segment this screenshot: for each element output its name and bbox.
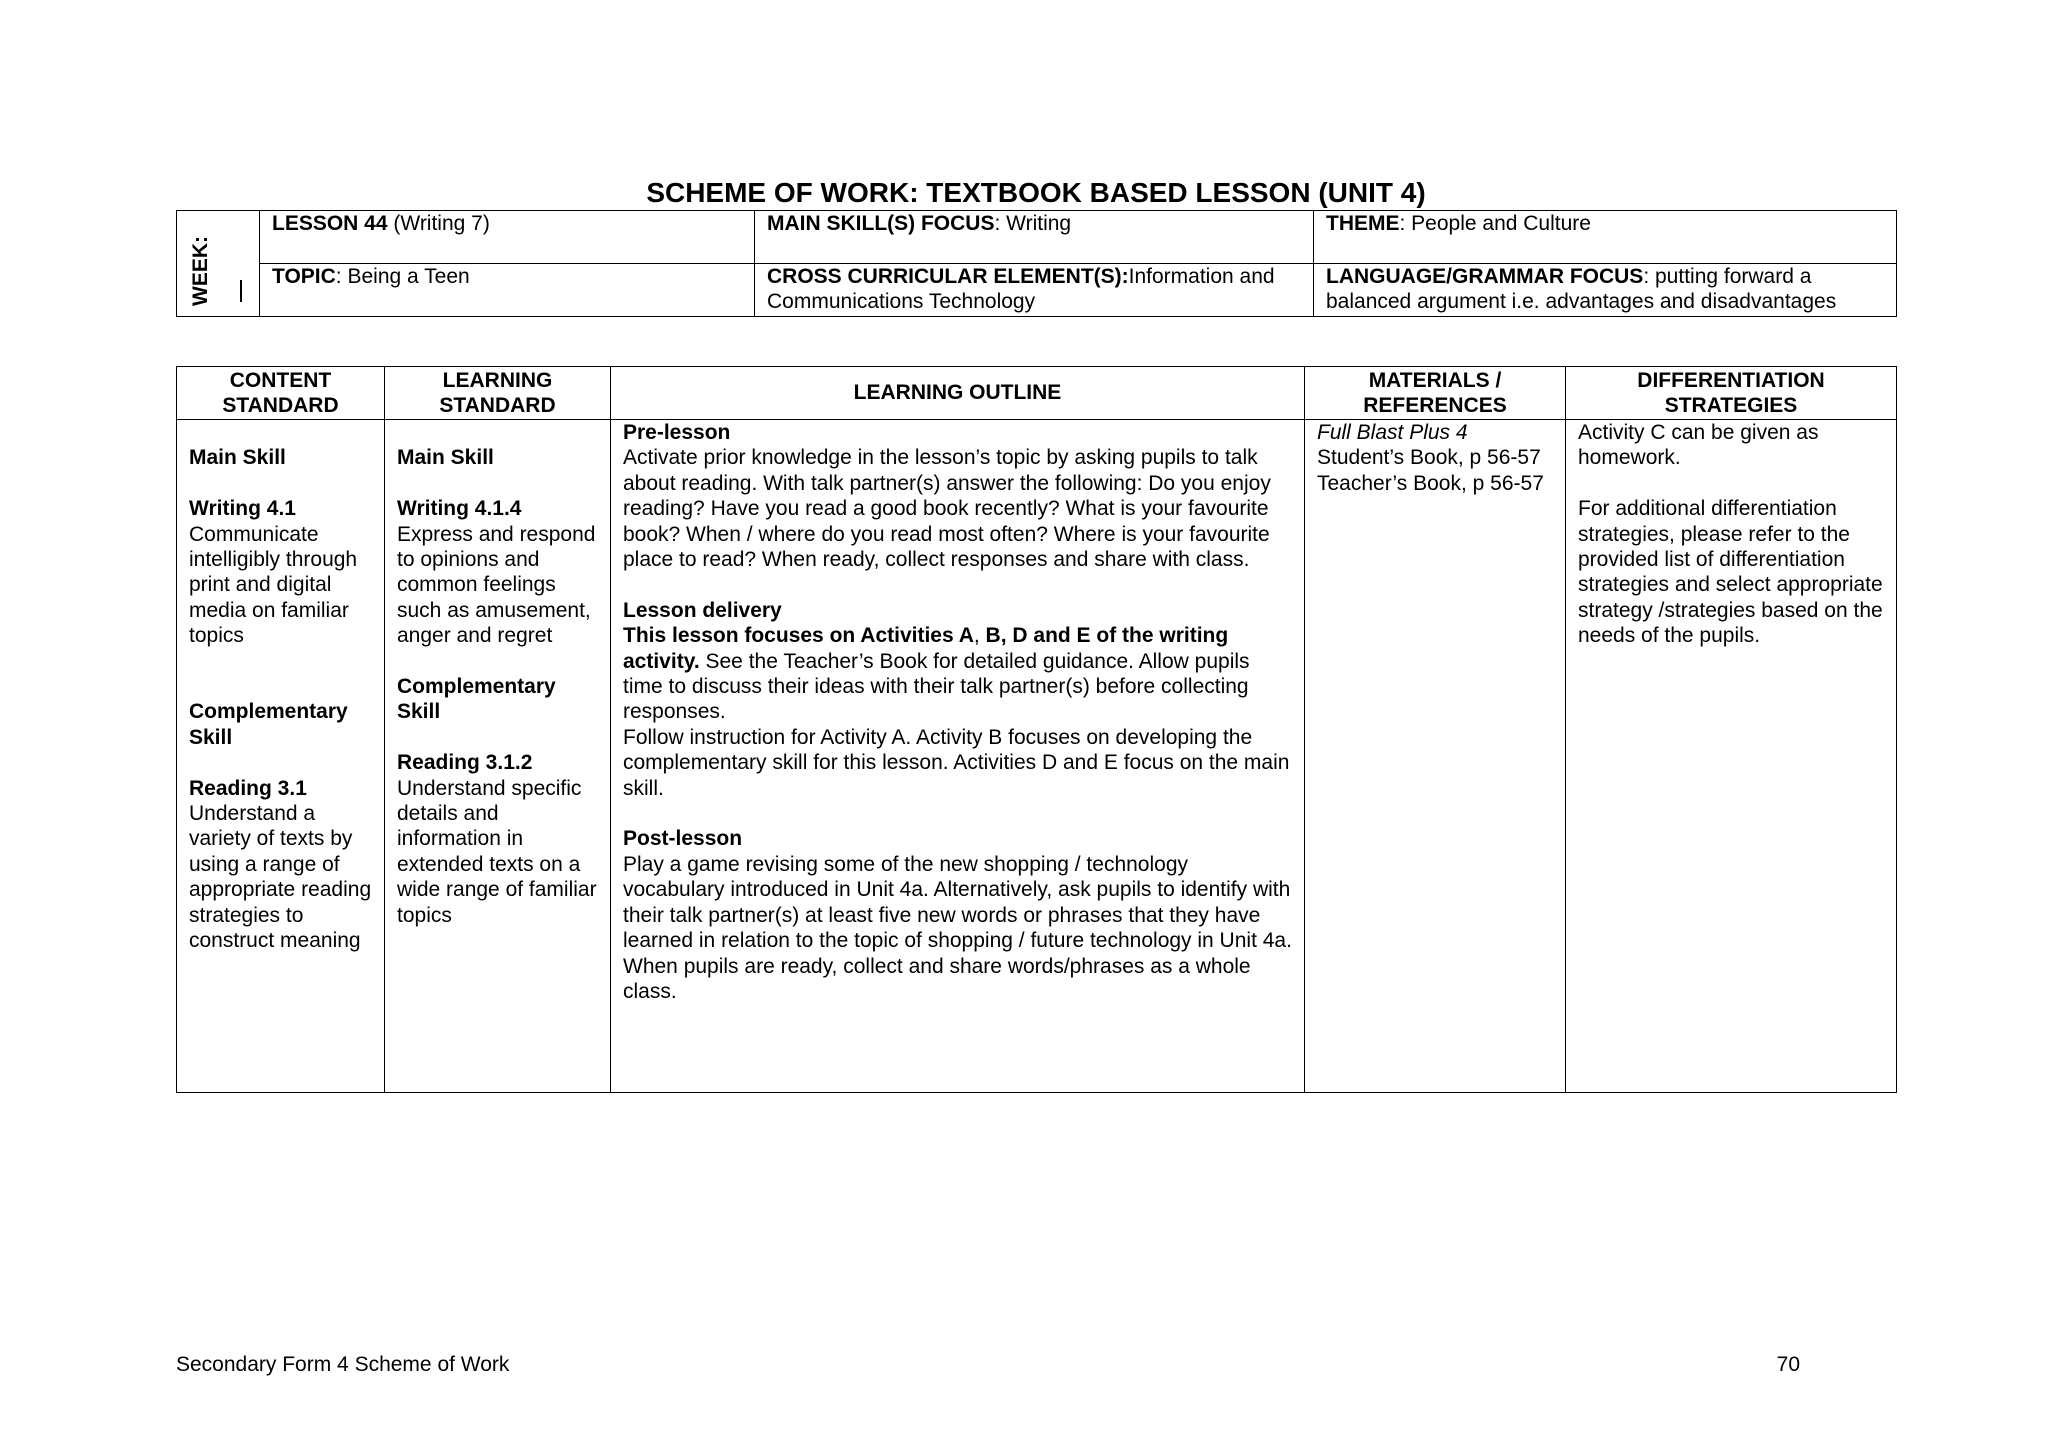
learning-comp-heading: Complementary Skill [397, 675, 556, 724]
page-title: SCHEME OF WORK: TEXTBOOK BASED LESSON (UNIT 4) [646, 177, 1426, 208]
learning-main-code: Writing 4.1.4 [397, 497, 522, 521]
footer-document-name: Secondary Form 4 Scheme of Work [176, 1353, 510, 1376]
post-lesson-text: Play a game revising some of the new shopping / technology vocabulary introduced in Unit 4a. Alternatively, ask pupils to identify with their talk partner(s) at least five new words or phrases that they have learned in relation to the topic of shopping / future technology in Unit 4a. When pupils are ready, collect and share words/phrases as a whole class. [623, 852, 1292, 1003]
post-lesson-heading: Post-lesson [623, 827, 743, 851]
grammar-focus-label: LANGUAGE/GRAMMAR FOCUS [1326, 265, 1644, 288]
lesson-label: LESSON 44 [272, 212, 388, 235]
column-header-differentiation: DIFFERENTIATION STRATEGIES [1566, 367, 1897, 420]
topic-value: : Being a Teen [335, 265, 470, 288]
lesson-header-table [176, 210, 1897, 317]
theme-cell [1314, 211, 1897, 264]
content-main-code: Writing 4.1 [189, 497, 296, 521]
content-comp-text: Understand a variety of texts by using a range of appropriate reading strategies to construct meaning [189, 802, 372, 953]
learning-standard-cell [385, 420, 611, 1093]
week-label: WEEK: [189, 236, 212, 306]
main-skill-focus-cell [755, 211, 1314, 264]
differentiation-cell [1566, 420, 1897, 1093]
lesson-cell [260, 211, 755, 264]
learning-comp-text: Understand specific details and information in extended texts on a wide range of familiar topics [397, 776, 597, 927]
theme-label: THEME [1326, 212, 1400, 235]
lesson-delivery-heading: Lesson delivery [623, 598, 782, 622]
main-skill-focus-label: MAIN SKILL(S) FOCUS [767, 212, 995, 235]
cross-curricular-value: Information and Communications Technology [767, 265, 1275, 314]
topic-label: TOPIC [272, 265, 336, 288]
theme-value: : People and Culture [1399, 212, 1591, 235]
learning-outline-cell [611, 420, 1305, 1093]
materials-teachers-book: Teacher’s Book, p 56-57 [1317, 471, 1544, 495]
learning-comp-code: Reading 3.1.2 [397, 751, 533, 775]
week-value-line [240, 280, 242, 302]
learning-main-skill-heading: Main Skill [397, 446, 494, 470]
differentiation-text-1: Activity C can be given as homework. [1578, 421, 1819, 470]
column-header-learning-standard: LEARNING STANDARD [385, 367, 611, 420]
delivery-bold-part-2: B, D and E of the writing activity. [623, 624, 1229, 673]
materials-cell [1305, 420, 1566, 1093]
lesson-value: (Writing 7) [387, 212, 490, 235]
lesson-plan-table [176, 366, 1897, 1093]
grammar-focus-value: : putting forward a balanced argument i.e. advantages and disadvantages [1326, 265, 1837, 314]
delivery-text-2: Follow instruction for Activity A. Activity B focuses on developing the complementary skill for this lesson. Activities D and E focus on the main skill. [623, 725, 1290, 800]
grammar-focus-cell [1314, 264, 1897, 317]
content-main-skill-heading: Main Skill [189, 446, 286, 470]
pre-lesson-heading: Pre-lesson [623, 421, 731, 444]
materials-book-title: Full Blast Plus 4 [1317, 421, 1468, 444]
content-standard-cell [177, 420, 385, 1093]
delivery-text-1: See the Teacher’s Book for detailed guidance. Allow pupils time to discuss their ideas with their talk partner(s) before collecting responses. [623, 649, 1250, 724]
lesson-delivery-paragraph [623, 623, 1292, 725]
delivery-comma: , [973, 624, 980, 648]
main-skill-focus-value: : Writing [994, 212, 1072, 235]
content-main-text: Communicate intelligibly through print and digital media on familiar topics [189, 522, 358, 648]
week-cell [177, 211, 260, 317]
cross-curricular-cell [755, 264, 1314, 317]
footer-page-number: 70 [1776, 1353, 1800, 1376]
column-header-materials: MATERIALS / REFERENCES [1305, 367, 1566, 420]
materials-students-book: Student’s Book, p 56-57 [1317, 446, 1541, 470]
column-header-content-standard: CONTENT STANDARD [177, 367, 385, 420]
column-header-learning-outline: LEARNING OUTLINE [611, 367, 1305, 420]
learning-main-text: Express and respond to opinions and common feelings such as amusement, anger and regret [397, 522, 596, 648]
pre-lesson-text: Activate prior knowledge in the lesson’s topic by asking pupils to talk about reading. With talk partner(s) answer the following: Do you enjoy reading? Have you read a good book recently? What is your favourite book? When / where do you read most often? Where is your favourite place to read? When ready, collect responses and share with class. [623, 446, 1271, 572]
differentiation-text-2: For additional differentiation strategies, please refer to the provided list of differentiation strategies and select appropriate strategy /strategies based on the needs of the pupils. [1578, 497, 1883, 648]
delivery-bold-part-1: This lesson focuses on Activities A [623, 624, 974, 648]
content-comp-heading: Complementary Skill [189, 700, 348, 749]
cross-curricular-label: CROSS CURRICULAR ELEMENT(S): [767, 265, 1129, 288]
topic-cell [260, 264, 755, 317]
content-comp-code: Reading 3.1 [189, 776, 307, 800]
